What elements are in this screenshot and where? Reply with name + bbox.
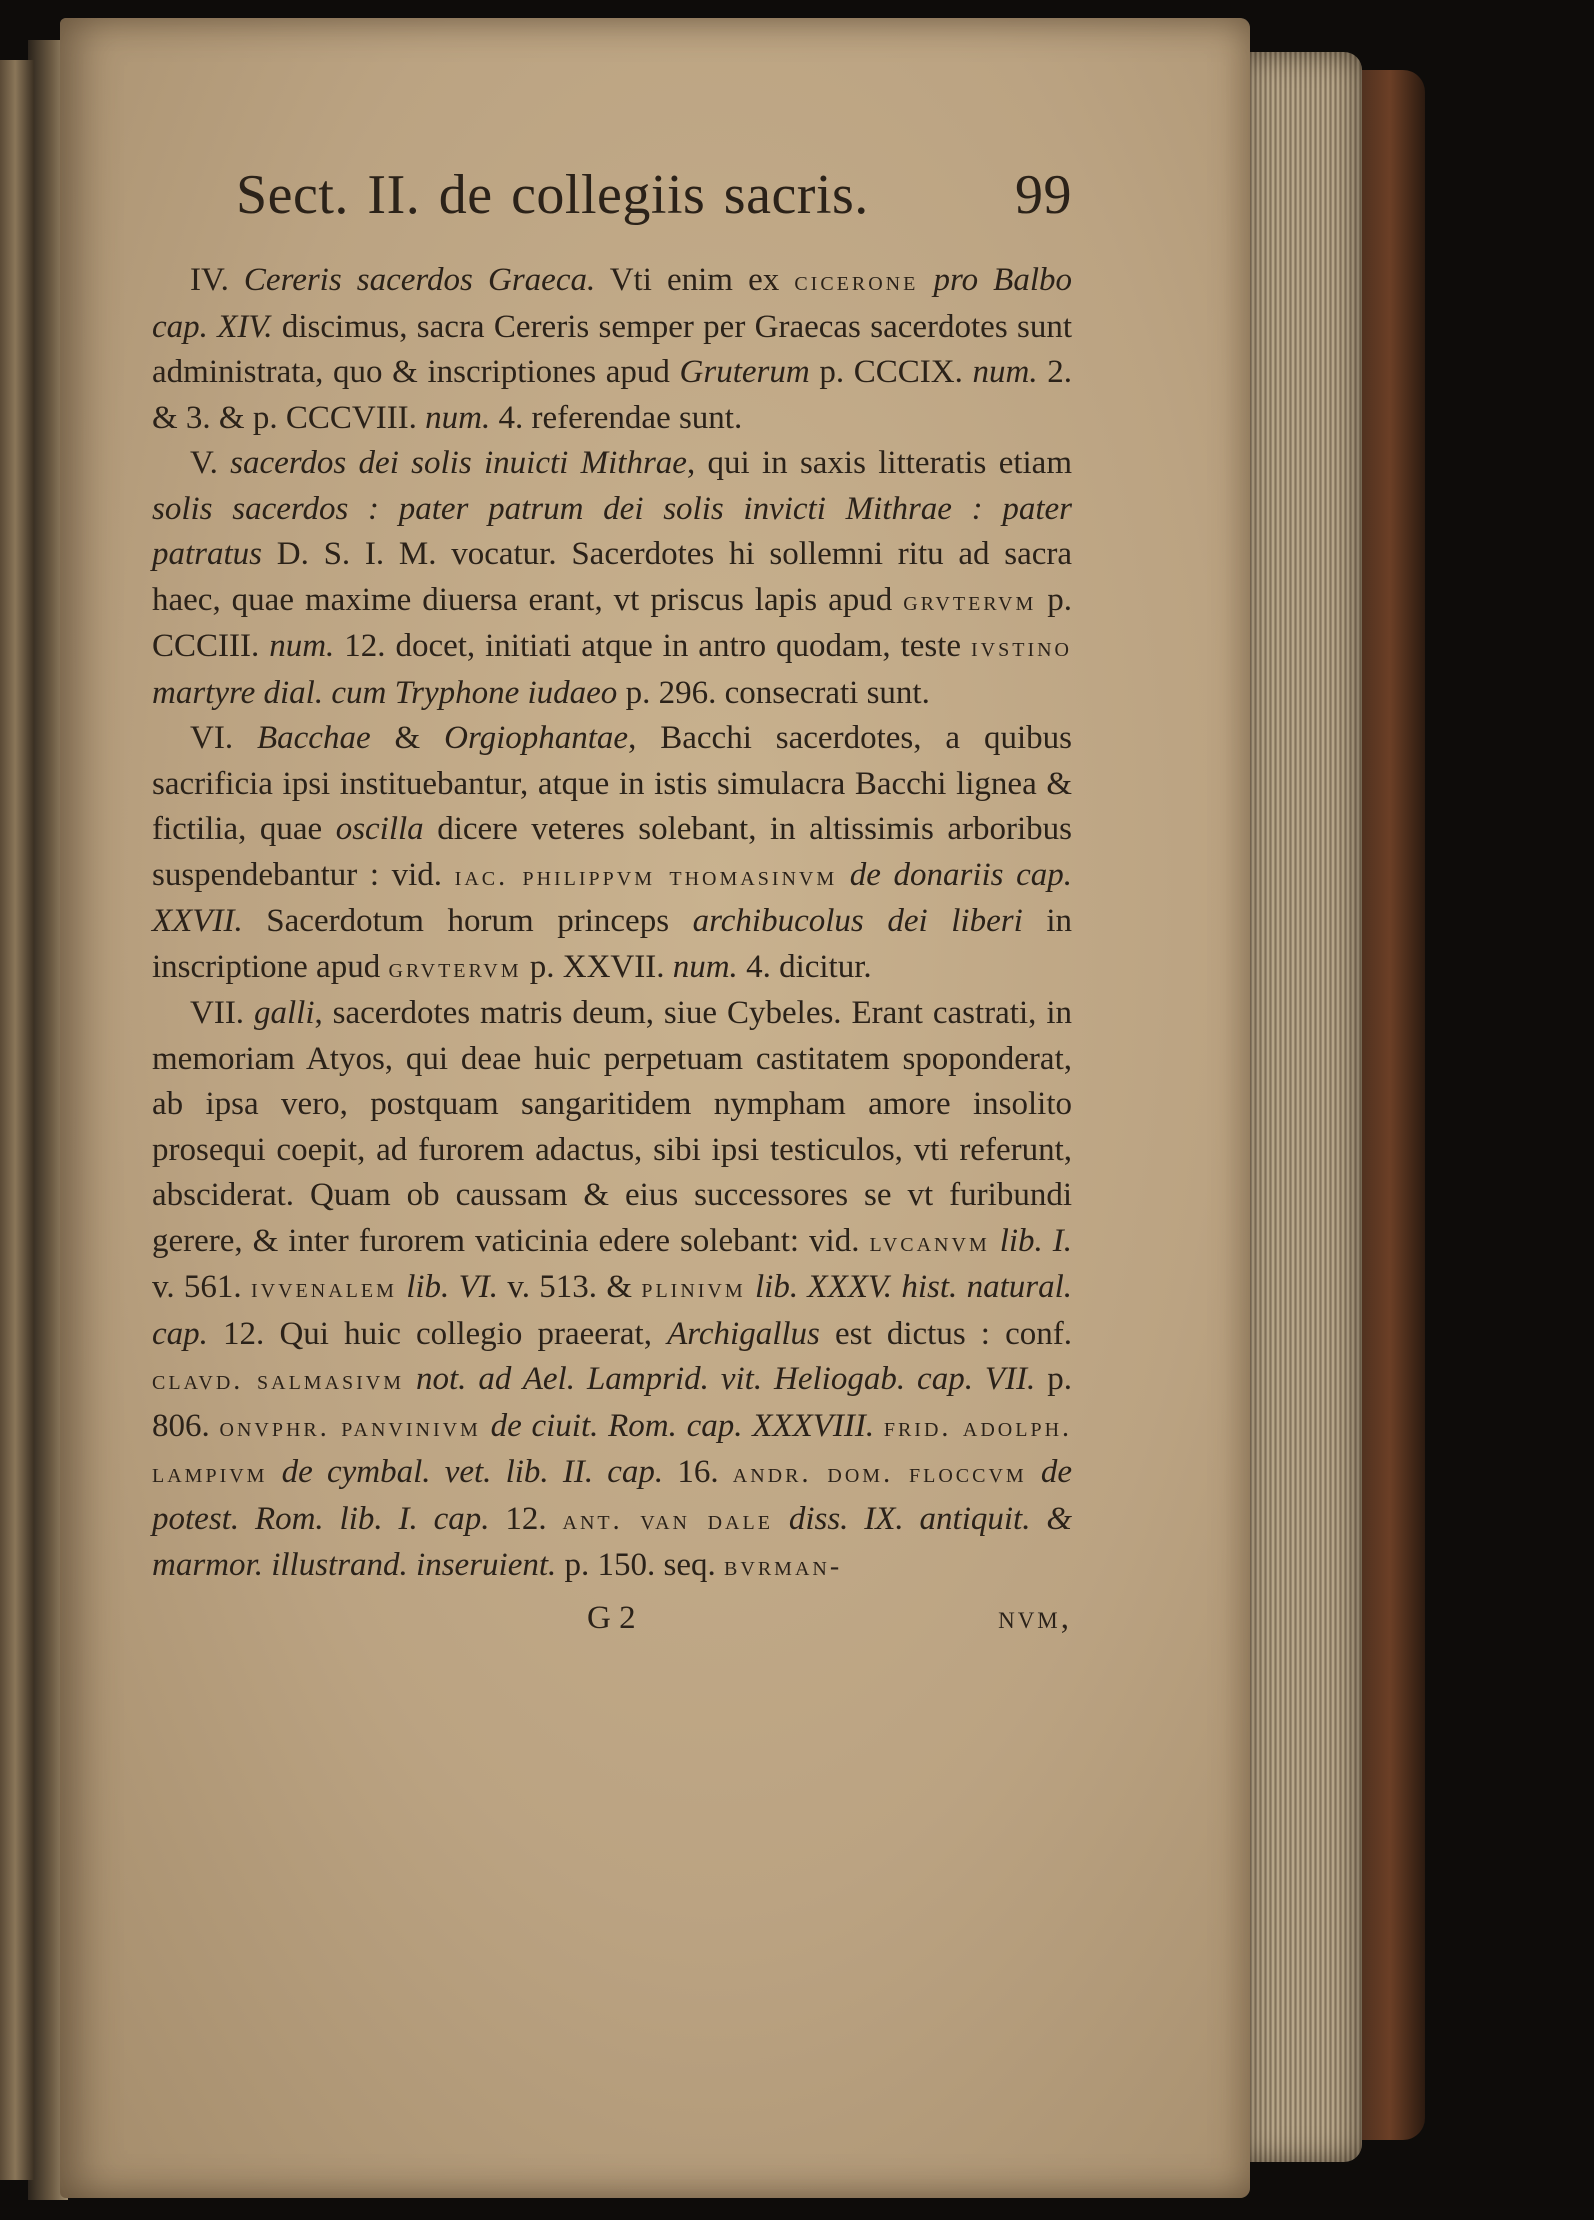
text-segment: 4. dicitur. — [737, 948, 872, 985]
text-segment: cicerone — [794, 266, 919, 297]
text-segment: de potest. Rom. lib. I. cap. — [152, 1454, 1073, 1537]
text-segment: , Bacchi sacerdotes, a quibus sacrificia ipsi instituebantur, atque in istis simulacra Bacchi lignea & fictilia, quae — [152, 720, 1072, 847]
text-segment — [746, 1269, 755, 1305]
text-segment: p. XXVII. — [521, 948, 673, 985]
text-segment: num. — [972, 354, 1038, 390]
text-segment: p. CCCIX. — [809, 354, 973, 390]
paragraph-v — [152, 441, 1072, 716]
paragraph-iv — [152, 258, 1072, 441]
text-segment — [874, 1408, 884, 1444]
text-segment: p. 296. consecrati sunt. — [617, 674, 930, 711]
text-segment: , qui in saxis litteratis etiam — [686, 445, 1072, 481]
text-segment: 16. — [663, 1454, 733, 1490]
text-segment: archibucolus dei liberi — [692, 903, 1023, 939]
text-segment: onvphr. panvinivm — [219, 1411, 481, 1443]
text-segment — [397, 1269, 406, 1305]
text-segment: Bacchae — [257, 720, 371, 756]
page-fore-edge — [1242, 52, 1362, 2162]
text-segment: not. ad Ael. Lamprid. vit. Heliogab. cap. VII. — [416, 1361, 1036, 1397]
text-segment: v. 561. — [152, 1269, 251, 1305]
text-segment: iac. philippvm thomasinvm — [454, 860, 838, 892]
text-segment: 12. docet, initiati atque in antro quodam, teste — [334, 628, 971, 664]
text-segment: galli — [253, 995, 315, 1031]
text-segment: V. — [190, 445, 231, 481]
text-segment — [990, 1223, 1000, 1259]
text-segment: ivvenalem — [251, 1273, 397, 1304]
text-segment: grvtervm — [903, 585, 1037, 617]
text-segment: de ciuit. Rom. cap. XXXVIII. — [490, 1407, 875, 1444]
text-segment: 12. Qui huic collegio praeerat, — [207, 1315, 668, 1352]
text-segment: ivstino — [971, 632, 1072, 663]
text-segment: VI. — [190, 720, 257, 756]
text-segment: Archigallus — [667, 1315, 820, 1352]
paragraph-vi — [152, 716, 1072, 991]
text-segment: ant. van dale — [562, 1504, 773, 1536]
text-segment: andr. dom. floccvm — [732, 1458, 1027, 1489]
text-segment: discimus, sacra Cereris semper per Graecas sacerdotes sunt administrata, quo & inscriptiones apud — [152, 308, 1073, 390]
text-segment: v. 513. & — [498, 1269, 642, 1305]
text-segment: & — [370, 720, 445, 756]
text-segment: Cereris sacerdos Graeca. — [243, 262, 596, 298]
text-segment: de cymbal. vet. lib. II. cap. — [281, 1454, 664, 1490]
text-segment: grvtervm — [388, 952, 522, 984]
catchword: nvm, — [998, 1599, 1072, 1636]
text-segment: Gruterum — [679, 354, 810, 390]
text-segment: p. 150. seq. — [556, 1547, 725, 1583]
text-segment: num. — [672, 948, 738, 985]
text-segment: bvrman- — [724, 1551, 843, 1582]
text-segment: pro Balbo cap. XIV. — [152, 262, 1072, 345]
text-segment — [837, 857, 850, 893]
text-segment: lib. I. — [999, 1222, 1072, 1259]
text-segment: diss. IX. antiquit. & marmor. illustrand. inseruient. — [152, 1500, 1073, 1583]
text-segment: , sacerdotes matris deum, siue Cybeles. Erant castrati, in memoriam Atyos, qui deae huic perpetuam castitatem spoponderat, ab ipsa vero, postquam sangaritidem nympham amore insolito prosequi coepit, ad furorem adactus, sibi ipsi testiculos, vti referunt, absciderat. Quam ob caussam & eius successores se vt furibundi gerere, & inter furorem vaticinia edere solebant: vid. — [152, 995, 1072, 1259]
text-segment: p. 806. — [152, 1361, 1073, 1444]
text-segment: 4. referendae sunt. — [490, 399, 743, 436]
text-segment — [918, 262, 933, 298]
text-segment: de donariis cap. XXVII. — [152, 856, 1072, 939]
text-segment: Sacerdotum horum princeps — [242, 903, 693, 939]
text-segment — [267, 1454, 281, 1490]
text-segment — [404, 1361, 416, 1397]
text-segment: Orgiophantae — [444, 720, 629, 756]
text-segment: p. CCCIII. — [152, 581, 1072, 664]
text-segment: VII. — [190, 995, 254, 1031]
paragraph-vii — [152, 991, 1072, 1590]
text-segment: plinivm — [641, 1273, 746, 1304]
text-segment: num. — [425, 399, 491, 436]
cover-edge — [1355, 70, 1425, 2140]
text-segment: clavd. salmasivm — [152, 1365, 405, 1396]
running-head-title: Sect. II. de collegiis sacris. — [236, 164, 869, 226]
page-footer — [152, 1596, 1072, 1641]
running-head — [236, 160, 1072, 230]
text-segment: in inscriptione apud — [152, 903, 1073, 985]
text-segment: lib. XXXV. hist. natural. cap. — [152, 1269, 1073, 1352]
text-segment: oscilla — [335, 811, 424, 847]
text-segment: D. S. I. M. vocatur. Sacerdotes hi sollemni ritu ad sacra haec, quae maxime diuersa erant, vt priscus lapis apud — [152, 536, 1072, 618]
text-segment — [1027, 1454, 1041, 1490]
text-segment: sacerdos dei solis inuicti Mithrae — [230, 445, 687, 481]
text-segment: dicere veteres solebant, in altissimis arboribus suspendebantur : vid. — [152, 811, 1072, 893]
text-segment: martyre dial. cum Tryphone iudaeo — [152, 674, 618, 711]
text-segment — [773, 1501, 789, 1537]
text-segment — [481, 1408, 491, 1444]
text-segment: lib. VI. — [406, 1269, 499, 1305]
text-segment: 12. — [489, 1500, 563, 1537]
text-segment: solis sacerdos : pater patrum dei solis invicti Mithrae : pater patratus — [152, 490, 1072, 572]
text-segment: IV. — [190, 262, 244, 298]
left-page-edge — [0, 60, 34, 2180]
text-segment: lvcanvm — [869, 1226, 990, 1258]
text-segment: frid. adolph. lampivm — [152, 1411, 1073, 1489]
text-segment: 2. & 3. & p. CCCVIII. — [152, 354, 1073, 436]
page-number: 99 — [1015, 164, 1072, 226]
text-segment: est dictus : conf. — [819, 1315, 1072, 1352]
signature-mark: G 2 — [587, 1599, 636, 1636]
page-text-block — [152, 160, 1072, 1641]
text-segment: num. — [269, 628, 335, 664]
text-segment: Vti enim ex — [595, 262, 795, 298]
